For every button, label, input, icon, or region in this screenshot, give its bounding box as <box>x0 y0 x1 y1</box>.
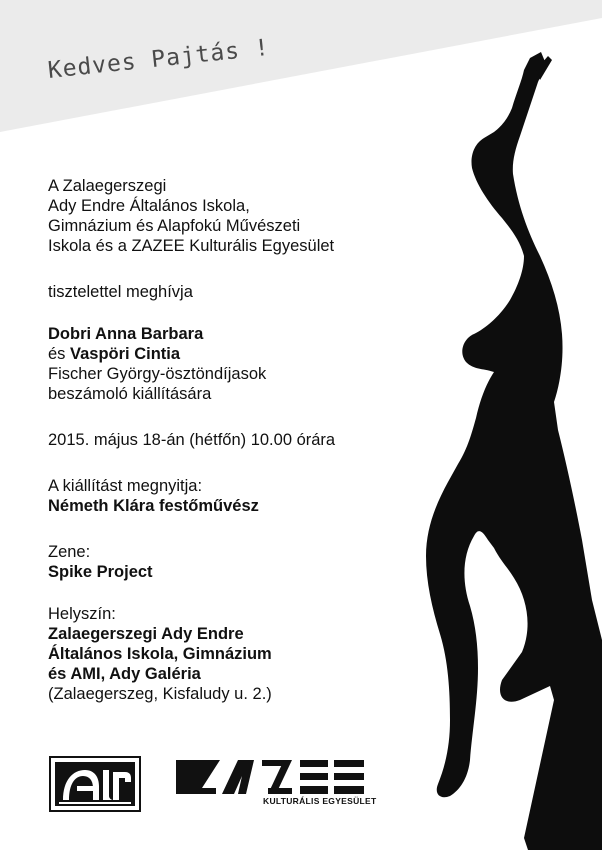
music-block <box>48 542 153 582</box>
organizers-line-1: A Zalaegerszegi <box>48 177 167 195</box>
event-datetime: 2015. május 18-án (hétfőn) 10.00 órára <box>48 431 336 449</box>
venue-label: Helyszín: <box>48 605 116 623</box>
invite-text: tisztelettel meghívja <box>48 283 193 301</box>
venue-line-2: Általános Iskola, Gimnázium <box>48 645 272 663</box>
organizers-block <box>48 176 334 256</box>
and-word: és <box>48 345 71 363</box>
artist-2-line <box>48 344 266 364</box>
ady-school-logo <box>49 756 141 812</box>
opening-person: Németh Klára festőművész <box>48 497 259 515</box>
venue-line-3: és AMI, Ady Galéria <box>48 665 201 683</box>
venue-block <box>48 604 272 704</box>
greeting-heading: Kedves Pajtás ! <box>46 34 271 84</box>
organizers-line-3: Gimnázium és Alapfokú Művészeti <box>48 217 301 235</box>
opening-block <box>48 476 259 516</box>
music-performer: Spike Project <box>48 563 153 581</box>
venue-line-1: Zalaegerszegi Ady Endre <box>48 625 244 643</box>
organizers-line-4: Iskola és a ZAZEE Kulturális Egyesület <box>48 237 335 255</box>
event-text: beszámoló kiállítására <box>48 385 212 403</box>
venue-address: (Zalaegerszeg, Kisfaludy u. 2.) <box>48 685 272 703</box>
scholarship-text: Fischer György-ösztöndíjasok <box>48 365 267 383</box>
artist-1-name: Dobri Anna Barbara <box>48 325 204 343</box>
zazee-subtitle: KULTURÁLIS EGYESÜLET <box>263 796 377 806</box>
artist-2-name: Vaspöri Cintia <box>70 345 181 363</box>
opening-label: A kiállítást megnyitja: <box>48 477 203 495</box>
organizers-line-2: Ady Endre Általános Iskola, <box>48 197 250 215</box>
music-label: Zene: <box>48 543 91 561</box>
artists-block <box>48 324 266 404</box>
